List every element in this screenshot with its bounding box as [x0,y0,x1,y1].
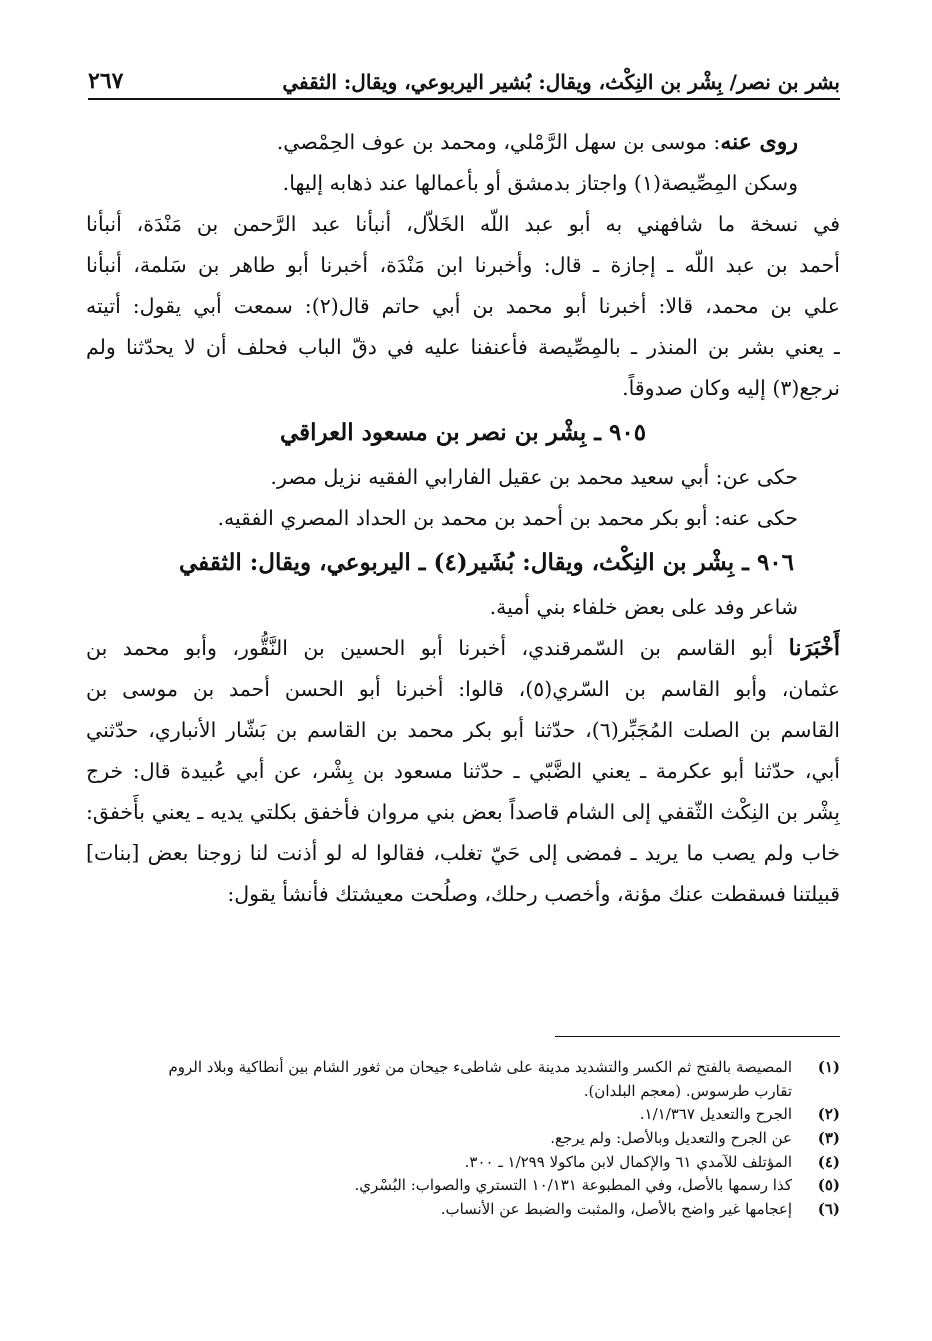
text-line [86,122,840,163]
footnote-text: المصيصة بالفتح ثم الكسر والتشديد مدينة على شاطىء جيحان من ثغور الشام بين أنطاكية وبلاد الروم [168,1058,792,1076]
text-line: ـ يعني بشر بن المنذر ـ بالمِصِّيصة فأعنفنا عليه في دقّ الباب فحلف أن لا يحدّثنا ولم [86,335,840,359]
text-line: أحمد بن عبد اللّه ـ إجازة ـ قال: وأخبرنا ابن مَنْدَة، أخبرنا أبو طاهر بن سَلمة، أنبأنا [86,253,840,277]
entry-heading-905: ٩٠٥ ـ بِشْر بن نصر بن مسعود العراقي [279,419,647,446]
text-span: : موسى بن سهل الرَّمْلي، ومحمد بن عوف الحِمْصي. [276,130,721,154]
page-number: ٢٦٧ [88,68,124,94]
footnote-text: عن الجرح والتعديل وبالأصل: ولم يرجع. [550,1129,792,1148]
text-line: نرجع(٣) إليه وكان صدوقاً. [622,376,840,400]
text-line: أبي، حدّثنا أبو عكرمة ـ يعني الضَّبّي ـ حدّثنا مسعود بن بِشْر، عن أبي عُبيدة قال: خرج [86,759,840,783]
text-line: بِشْر بن النِكْث الثّقفي إلى الشام قاصداً بعض بني مروان فأخفق بكلتي يديه ـ يعني بأَخفق: [86,800,840,824]
footnote-number: (٥) [817,1176,840,1195]
footnote [86,1151,840,1175]
footnote-text: إعجامها غير واضح بالأصل، والمثبت والضبط عن الأنساب. [440,1200,792,1219]
footnote-number: (٤) [817,1152,840,1171]
footnotes [86,1056,840,1222]
footnote [86,1174,840,1198]
text-line: حكى عن: أبي سعيد محمد بن عقيل الفارابي الفقيه نزيل مصر. [270,465,798,489]
footnote-text: الجرح والتعديل ١/١/٣٦٧. [639,1105,792,1124]
footnote [86,1127,840,1151]
text-line: قبيلتنا فسقطت عنك مؤنة، وأخصب رحلك، وصلُحت معيشتك فأنشأ يقول: [227,882,840,906]
text-line: وسكن المِصِّيصة(١) واجتاز بدمشق أو بأعمالها عند ذهابه إليها. [282,171,798,195]
footnote-text: المؤتلف للآمدي ٦١ والإكمال لابن ماكولا ١/٢٩٩ ـ ٣٠٠. [464,1152,792,1171]
text-line: خاب ولم يصب ما يريد ـ فمضى إلى حَيّ تغلب، فقالوا له لو أذنت لنا زوجنا بعض [بنات] [86,841,840,865]
page-header [88,58,840,100]
footnote-number: (٦) [817,1200,840,1219]
footnote [86,1103,840,1127]
footnote-number: (١) [817,1058,840,1076]
text-line [86,628,840,669]
text-line: عثمان، وأبو القاسم بن السّري(٥)، قالوا: أخبرنا أبو الحسن أحمد بن موسى بن [86,677,840,701]
text-line: القاسم بن الصلت المُجَبِّر(٦)، حدّثنا أبو بكر محمد بن القاسم بن بَشّار الأنباري، حدّثني [86,718,840,742]
footnote-text: تقارب طرسوس. (معجم البلدان). [583,1081,792,1100]
isnad-lead-word: أَخْبَرَنا [788,635,840,661]
running-title: بشر بن نصر/ بِشْر بن النِكْث، ويقال: بُشير اليربوعي، ويقال: الثقفي [282,70,840,94]
footnote [86,1056,840,1080]
footnote-text: كذا رسمها بالأصل، وفي المطبوعة ١٠/١٣١ التستري والصواب: البُسْري. [354,1176,792,1195]
footnote-divider [555,1036,840,1037]
text-line: علي بن محمد، قالا: أخبرنا أبو محمد بن أبي حاتم قال(٢): سمعت أبي يقول: أتيته [86,294,840,318]
footnote-number: (٣) [817,1129,840,1148]
text-line: في نسخة ما شافهني به أبو عبد اللّه الخَلاّل، أنبأنا عبد الرَّحمن بن مَنْدَة، أنبأنا [86,212,840,236]
footnote-number [792,1080,840,1104]
footnote-number: (٢) [817,1105,840,1124]
text-span: أبو القاسم بن السّمرقندي، أخبرنا أبو الحسين بن النَّقُّور، وأبو محمد بن [86,636,789,660]
text-line: حكى عنه: أبو بكر محمد بن أحمد بن محمد بن الحداد المصري الفقيه. [217,506,798,530]
footnote-continuation [86,1080,840,1104]
narrators-from-label: روى عنه [720,129,798,155]
entry-heading-906: ٩٠٦ ـ بِشْر بن النِكْث، ويقال: بُشَير(٤) ـ اليربوعي، ويقال: الثقفي [179,549,794,576]
footnote [86,1198,840,1222]
text-line: شاعر وفد على بعض خلفاء بني أمية. [489,595,798,619]
body-text [86,122,840,915]
